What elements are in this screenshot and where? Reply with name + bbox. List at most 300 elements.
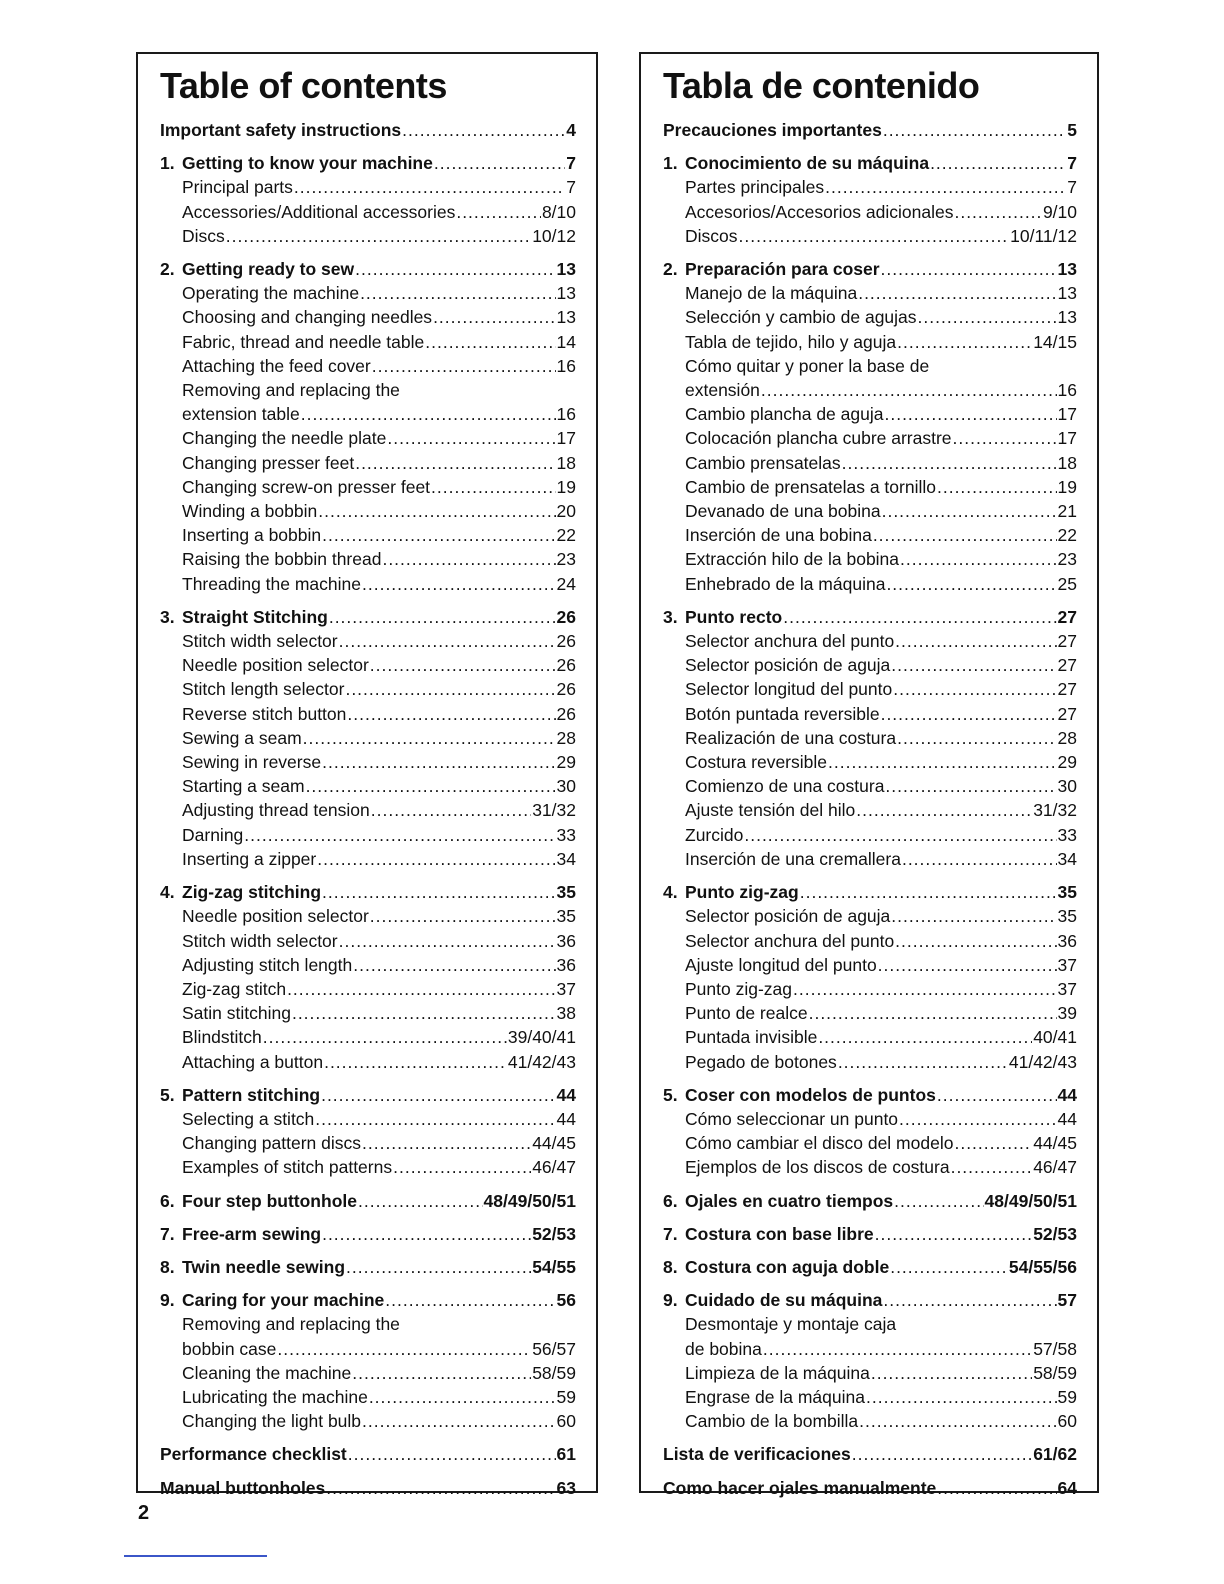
toc-page-number: 44/45 [532,1133,576,1154]
toc-dot-leader [739,224,1010,248]
toc-entry-label: Lubricating the machine [182,1386,368,1407]
toc-dot-leader [866,1385,1057,1409]
toc-entry-label: Cleaning the machine [182,1362,352,1383]
toc-entry-label: Removing and replacing the [182,380,400,401]
toc-entry [663,1385,1077,1409]
toc-page-number: 33 [1057,824,1077,845]
toc-page-number: 40/41 [1033,1027,1077,1048]
toc-page-number: 46/47 [532,1157,576,1178]
toc-page-number: 46/47 [1033,1157,1077,1178]
toc-dot-leader [897,726,1056,750]
toc-entry-label: Selector posición de aguja [685,906,891,927]
toc-page-number: 17 [1057,428,1077,449]
toc-panel-spanish [639,52,1099,1498]
toc-entry [663,847,1077,871]
toc-dot-leader [930,151,1066,175]
toc-entry-label: Getting ready to sew [182,259,355,280]
toc-entry-label: Selector anchura del punto [685,930,895,951]
toc-entry-label: Cambio de la bombilla [685,1411,859,1432]
toc-entry [160,847,576,871]
toc-page-number: 35 [1057,906,1077,927]
toc-entry [160,726,576,750]
toc-dot-leader [322,880,556,904]
toc-page-number: 44/45 [1033,1133,1077,1154]
toc-page-number: 4 [566,120,576,140]
toc-page-number: 13 [556,283,576,304]
toc-entry-label: Getting to know your machine [182,153,433,174]
toc-dot-leader [937,475,1057,499]
toc-section-heading [160,151,576,175]
toc-entry-label: Extracción hilo de la bobina [685,549,900,570]
toc-page-number: 57/58 [1033,1338,1077,1359]
toc-entry-label: Changing screw-on presser feet [182,476,431,497]
toc-entry [160,798,576,822]
toc-entry [663,1025,1077,1049]
toc-dot-leader [362,1409,556,1433]
toc-entry-label: extensión [685,380,760,401]
toc-entry [663,653,1077,677]
toc-entry-label: Punto recto [685,606,783,627]
toc-page-number: 29 [1057,752,1077,773]
toc-entry [663,1312,1077,1336]
toc-entry-label: Stitch width selector [182,930,338,951]
toc-page-number: 57 [1057,1290,1077,1311]
toc-entry [160,354,576,378]
toc-dot-leader [902,847,1057,871]
toc-entry [663,1337,1077,1361]
toc-page-number: 17 [1057,404,1077,425]
toc-page-number: 19 [556,476,576,497]
toc-entry-label: Costura con aguja doble [685,1256,890,1277]
toc-dot-leader [809,1001,1057,1025]
toc-page-number: 26 [556,655,576,676]
toc-section-number: 6. [663,1190,678,1211]
toc-page-number: 27 [1057,703,1077,724]
toc-page-number: 30 [556,776,576,797]
toc-page-number: 61/62 [1033,1444,1077,1465]
toc-entry-label: Ajuste longitud del punto [685,954,877,975]
toc-page-number: 13 [1057,283,1077,304]
toc-entry-label: Sewing in reverse [182,752,322,773]
toc-dot-leader [362,572,556,596]
toc-entry-label: Botón puntada reversible [685,703,880,724]
toc-page-number: 39/40/41 [507,1027,576,1048]
toc-page-number: 35 [556,882,576,903]
toc-dot-leader [372,354,556,378]
toc-entry-label: Zurcido [685,824,744,845]
toc-page-number: 61 [556,1444,576,1465]
toc-entry [663,378,1077,402]
toc-entry-label: Raising the bobbin thread [182,549,382,570]
toc-section-number: 7. [663,1223,678,1244]
toc-entry-label: Stitch length selector [182,679,345,700]
toc-dot-leader [951,1155,1033,1179]
toc-dot-leader [347,702,555,726]
toc-entry [663,726,1077,750]
toc-entry-label: Darning [182,824,244,845]
toc-section-heading [160,1189,576,1213]
toc-page-number: 13 [1057,307,1077,328]
toc-dot-leader [355,451,555,475]
toc-entry-label: Needle position selector [182,655,369,676]
toc-entry-label: Tabla de tejido, hilo y aguja [685,331,897,352]
toc-entry-label: Zig-zag stitch [182,978,287,999]
toc-entry [160,1409,576,1433]
toc-entry-label: Changing presser feet [182,452,355,473]
toc-entry [663,677,1077,701]
toc-entry [160,224,576,248]
toc-page-number: 41/42/43 [507,1051,576,1072]
toc-dot-leader [858,281,1056,305]
toc-entry-label: Operating the machine [182,283,360,304]
toc-entry-label: Costura con base libre [685,1223,874,1244]
toc-entry-label: Cambio plancha de aguja [685,404,884,425]
toc-entry [160,977,576,1001]
toc-dot-leader [425,330,555,354]
toc-entry [160,200,576,224]
toc-dot-leader [324,1050,507,1074]
toc-dot-leader [918,305,1057,329]
toc-page-number: 31/32 [532,800,576,821]
toc-entry [663,1001,1077,1025]
toc-entry [160,823,576,847]
toc-entry [663,451,1077,475]
toc-page-number: 14/15 [1033,331,1077,352]
toc-entry [160,402,576,426]
toc-dot-leader [859,1409,1056,1433]
toc-entry-label: Satin stitching [182,1003,291,1024]
toc-entry-label: Selección y cambio de agujas [685,307,917,328]
toc-section-number: 6. [160,1190,175,1211]
toc-dot-leader [893,677,1056,701]
toc-entry-label: Coser con modelos de puntos [685,1084,936,1105]
toc-section-number: 2. [160,259,175,280]
toc-entry [160,378,576,402]
toc-dot-leader [899,1107,1056,1131]
toc-entry [160,929,576,953]
toc-entry-label: Comienzo de una costura [685,776,885,797]
toc-page-number: 23 [1057,549,1077,570]
toc-entry [663,547,1077,571]
toc-entry-label: Colocación plancha cubre arrastre [685,428,952,449]
toc-entry-label: Reverse stitch button [182,703,347,724]
toc-dot-leader [881,702,1057,726]
toc-page-number: 27 [1057,631,1077,652]
toc-section-heading [160,1288,576,1312]
toc-entry-label: Threading the machine [182,573,361,594]
toc-panel-english [136,52,598,1498]
toc-entry-label: Twin needle sewing [182,1256,346,1277]
toc-entry [663,224,1077,248]
toc-dot-leader [321,1083,555,1107]
toc-entry-label: Ojales en cuatro tiempos [685,1190,894,1211]
toc-page-number: 30 [1057,776,1077,797]
toc-dot-leader [315,1107,555,1131]
toc-entry [663,175,1077,199]
toc-entry [663,281,1077,305]
toc-section-heading [663,1083,1077,1107]
toc-dot-leader [292,1001,556,1025]
toc-page-number: 13 [1057,259,1077,280]
toc-entry [160,1050,576,1074]
toc-entry-label: Accessories/Additional accessories [182,201,456,222]
toc-dot-leader [883,118,1066,142]
toc-entry-label: Ejemplos de los discos de costura [685,1157,950,1178]
toc-page-number: 34 [1057,848,1077,869]
toc-entry [663,402,1077,426]
toc-page-number: 26 [556,631,576,652]
toc-page-number: 19 [1057,476,1077,497]
toc-entry [663,1107,1077,1131]
toc-entry [160,475,576,499]
toc-section-number: 5. [663,1084,678,1105]
toc-entry-label: Manejo de la máquina [685,283,858,304]
toc-page-number: 28 [1057,727,1077,748]
toc-dot-leader [370,904,556,928]
toc-section-number: 3. [663,606,678,627]
toc-entry-label: Ajuste tensión del hilo [685,800,856,821]
toc-page-number: 7 [566,177,576,198]
toc-entry-label: Punto de realce [685,1003,808,1024]
toc-entry [663,426,1077,450]
toc-page-number: 44 [1057,1084,1077,1105]
toc-entry-label: Costura reversible [685,752,827,773]
toc-dot-leader [873,523,1057,547]
toc-section-heading [663,1189,1077,1213]
toc-page-number: 48/49/50/51 [984,1190,1077,1211]
toc-entry-label: Stitch width selector [182,631,338,652]
toc-page-number: 26 [556,679,576,700]
toc-entry-label: Discos [685,225,738,246]
toc-page-number: 22 [556,525,576,546]
toc-entry [160,1337,576,1361]
toc-entry-label: Inserción de una bobina [685,525,872,546]
toc-entry [160,1385,576,1409]
toc-entry-label: Inserción de una cremallera [685,848,901,869]
toc-dot-leader [881,257,1057,281]
toc-page-number: 16 [556,404,576,425]
toc-entry [663,1409,1077,1433]
toc-dot-leader [800,880,1057,904]
toc-entry-label: Changing the needle plate [182,428,387,449]
toc-page-number: 13 [556,259,576,280]
toc-entry [160,774,576,798]
toc-page-number: 16 [1057,380,1077,401]
toc-page-number: 58/59 [1033,1362,1077,1383]
toc-section-heading [663,1476,1077,1500]
toc-page-number: 7 [566,153,576,174]
toc-dot-leader [326,1476,555,1500]
toc-entry-label: Important safety instructions [160,120,402,140]
toc-section-heading [663,880,1077,904]
toc-page-number: 27 [1057,606,1077,627]
toc-entry [160,653,576,677]
toc-entry [160,547,576,571]
toc-page-number: 20 [556,501,576,522]
toc-entry-label: Fabric, thread and needle table [182,331,425,352]
toc-dot-leader [263,1025,507,1049]
toc-entry-label: Choosing and changing needles [182,307,433,328]
toc-entry-label: Straight Stitching [182,606,328,627]
toc-dot-leader [883,1288,1056,1312]
toc-entry [663,1361,1077,1385]
toc-entry-label: Desmontaje y montaje caja [685,1314,897,1335]
toc-entry-label: Preparación para coser [685,259,880,280]
toc-entry-label: Caring for your machine [182,1290,385,1311]
toc-section-heading [663,118,1077,142]
toc-dot-leader [891,904,1056,928]
toc-page-number: 59 [1057,1386,1077,1407]
toc-dot-leader [303,726,556,750]
toc-dot-leader [828,750,1057,774]
toc-page-number: 52/53 [1033,1223,1077,1244]
toc-dot-leader [954,200,1041,224]
toc-entry [160,426,576,450]
toc-section-heading [160,118,576,142]
toc-page-number: 36 [556,930,576,951]
toc-dot-leader [793,977,1057,1001]
toc-page-number: 37 [556,978,576,999]
toc-section-heading [160,880,576,904]
toc-dot-leader [387,426,555,450]
toc-entry-label: Accesorios/Accesorios adicionales [685,201,954,222]
toc-entry-label: Cómo quitar y poner la base de [685,355,930,376]
toc-entry-label: Cómo cambiar el disco del modelo [685,1133,954,1154]
toc-entry [160,523,576,547]
toc-page-number: 10/12 [532,225,576,246]
toc-entry [663,629,1077,653]
toc-page-number: 54/55 [532,1256,576,1277]
toc-entry [160,330,576,354]
toc-dot-leader [783,605,1056,629]
toc-entry [160,1001,576,1025]
toc-entry-label: Winding a bobbin [182,501,318,522]
toc-dot-leader [385,1288,555,1312]
toc-dot-leader [287,977,555,1001]
toc-entry [160,629,576,653]
toc-entry-label: Changing the light bulb [182,1411,362,1432]
toc-page-number: 23 [556,549,576,570]
toc-entry-label: Removing and replacing the [182,1314,400,1335]
toc-entry-label: Starting a seam [182,776,305,797]
toc-section-heading [160,1255,576,1279]
toc-page-number: 28 [556,727,576,748]
toc-entry-label: Lista de verificaciones [663,1444,851,1465]
toc-title-english: Table of contents [160,65,447,106]
toc-page-number: 14 [556,331,576,352]
toc-dot-leader [370,653,556,677]
toc-page-number: 41/42/43 [1008,1051,1077,1072]
toc-entry [663,823,1077,847]
toc-entry-label: Devanado de una bobina [685,501,881,522]
toc-entry-label: Punto zig-zag [685,882,799,903]
toc-entry-label: Cuidado de su máquina [685,1290,883,1311]
toc-section-heading [160,1476,576,1500]
toc-section-heading [663,1288,1077,1312]
toc-dot-leader [322,1222,531,1246]
toc-page-number: 56/57 [532,1338,576,1359]
toc-entry-label: Como hacer ojales manualmente [663,1477,937,1498]
toc-entry [160,281,576,305]
toc-entry-label: Punto zig-zag [685,978,793,999]
toc-section-heading [160,1222,576,1246]
toc-entry [160,750,576,774]
toc-dot-leader [937,1083,1057,1107]
toc-page-number: 9/10 [1042,201,1077,222]
toc-dot-leader [852,1442,1032,1466]
toc-page-number: 24 [556,573,576,594]
toc-entry [160,1107,576,1131]
toc-entry [160,305,576,329]
toc-section-number: 3. [160,606,175,627]
toc-dot-leader [346,1255,531,1279]
toc-page-number: 54/55/56 [1008,1256,1077,1277]
toc-entry-label: Puntada invisible [685,1027,818,1048]
toc-dot-leader [348,1442,556,1466]
toc-dot-leader [277,1337,531,1361]
toc-dot-leader [294,175,565,199]
toc-page-number: 36 [556,954,576,975]
toc-entry-label: Principal parts [182,177,293,198]
toc-entry [160,1025,576,1049]
toc-dot-leader [329,605,556,629]
toc-dot-leader [456,200,541,224]
toc-page-number: 34 [556,848,576,869]
toc-dot-leader [360,281,555,305]
toc-entry-label: de bobina [685,1338,762,1359]
toc-dot-leader [345,677,555,701]
toc-entry [663,1050,1077,1074]
toc-entry-label: Conocimiento de su máquina [685,153,930,174]
toc-dot-leader [382,547,555,571]
page-number: 2 [138,1502,150,1524]
toc-entry-label: Attaching a button [182,1051,324,1072]
toc-dot-leader [322,523,555,547]
toc-page-number: 25 [1057,573,1077,594]
toc-page-number: 63 [556,1477,576,1498]
toc-section-number: 9. [160,1290,175,1311]
toc-entry [160,953,576,977]
toc-entry-label: Enhebrado de la máquina [685,573,886,594]
toc-dot-leader [244,823,555,847]
toc-dot-leader [369,1385,556,1409]
toc-section-number: 1. [663,153,678,174]
toc-dot-leader [842,451,1057,475]
toc-page-number: 13 [556,307,576,328]
toc-dot-leader [884,402,1056,426]
toc-dot-leader [856,798,1032,822]
toc-section-heading [663,151,1077,175]
toc-dot-leader [763,1337,1032,1361]
toc-section-number: 2. [663,259,678,280]
toc-dot-leader [894,1189,983,1213]
toc-section-heading [663,1222,1077,1246]
toc-dot-leader [431,475,555,499]
toc-entry [663,953,1077,977]
toc-entry-label: Free-arm sewing [182,1223,322,1244]
toc-entry-label: Pattern stitching [182,1084,321,1105]
toc-page-number: 10/11/12 [1010,225,1077,246]
toc-entry-label: Four step buttonhole [182,1190,357,1211]
toc-page-number: 35 [1057,882,1077,903]
toc-dot-leader [353,953,555,977]
toc-dot-leader [355,257,555,281]
toc-entry [663,750,1077,774]
toc-entry-label: Inserting a bobbin [182,525,322,546]
toc-entry [160,904,576,928]
toc-entry-label: Selector longitud del punto [685,679,893,700]
toc-dot-leader [891,653,1056,677]
